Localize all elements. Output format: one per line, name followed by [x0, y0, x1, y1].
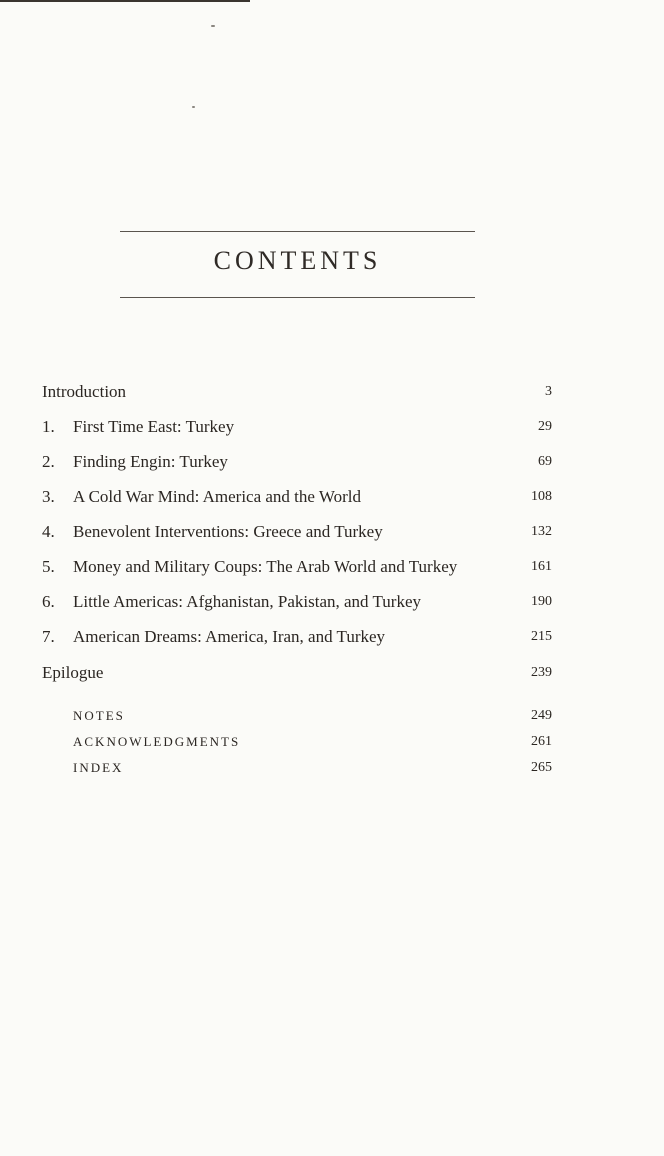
entry-number: 2.: [42, 452, 55, 471]
entry-title: Finding Engin: Turkey: [73, 452, 228, 471]
back-matter-title: ACKNOWLEDGMENTS: [73, 734, 241, 749]
toc-entry-epilogue[interactable]: [42, 663, 552, 687]
toc-entry-chapter-1[interactable]: [42, 417, 552, 441]
entry-page: 108: [531, 489, 552, 504]
entry-number: 4.: [42, 522, 55, 541]
entry-page: 161: [531, 559, 552, 574]
toc-entry-index[interactable]: [42, 760, 552, 780]
page-edge-line: [0, 0, 250, 2]
toc-entry-introduction[interactable]: [42, 382, 552, 406]
entry-number: 7.: [42, 627, 55, 646]
back-matter-title: NOTES: [73, 708, 125, 723]
back-matter-page: 261: [531, 734, 552, 749]
entry-page: 29: [538, 419, 552, 434]
print-speck: [211, 25, 215, 27]
toc-entry-chapter-5[interactable]: [42, 557, 552, 581]
entry-page: 190: [531, 594, 552, 609]
entry-number: 5.: [42, 557, 55, 576]
entry-title: Little Americas: Afghanistan, Pakistan, and Turkey: [73, 592, 421, 611]
entry-title: American Dreams: America, Iran, and Turkey: [73, 627, 386, 646]
heading-rule-top: [120, 231, 475, 232]
back-matter-page: 265: [531, 760, 552, 775]
toc-entry-chapter-4[interactable]: [42, 522, 552, 546]
entry-title: First Time East: Turkey: [73, 417, 235, 436]
toc-entry-chapter-3[interactable]: [42, 487, 552, 511]
heading-rule-bottom: [120, 297, 475, 298]
entry-number: 3.: [42, 487, 55, 506]
entry-title: Benevolent Interventions: Greece and Turkey: [73, 522, 383, 541]
print-speck: [192, 106, 195, 108]
entry-title: Money and Military Coups: The Arab World and Turkey: [73, 557, 458, 576]
entry-page: 3: [545, 384, 552, 399]
toc-entry-notes[interactable]: [42, 708, 552, 728]
toc-entry-chapter-2[interactable]: [42, 452, 552, 476]
entry-number: 1.: [42, 417, 55, 436]
entry-page: 215: [531, 629, 552, 644]
entry-page: 69: [538, 454, 552, 469]
toc-entry-chapter-6[interactable]: [42, 592, 552, 616]
entry-title: Epilogue: [42, 663, 104, 682]
entry-number: 6.: [42, 592, 55, 611]
toc-entry-chapter-7[interactable]: [42, 627, 552, 651]
back-matter-page: 249: [531, 708, 552, 723]
toc-entry-acknowledgments[interactable]: [42, 734, 552, 754]
entry-title: A Cold War Mind: America and the World: [73, 487, 361, 506]
entry-page: 132: [531, 524, 552, 539]
entry-title: Introduction: [42, 382, 127, 401]
entry-page: 239: [531, 665, 552, 680]
contents-heading: CONTENTS: [213, 246, 382, 275]
back-matter-title: INDEX: [73, 760, 124, 775]
